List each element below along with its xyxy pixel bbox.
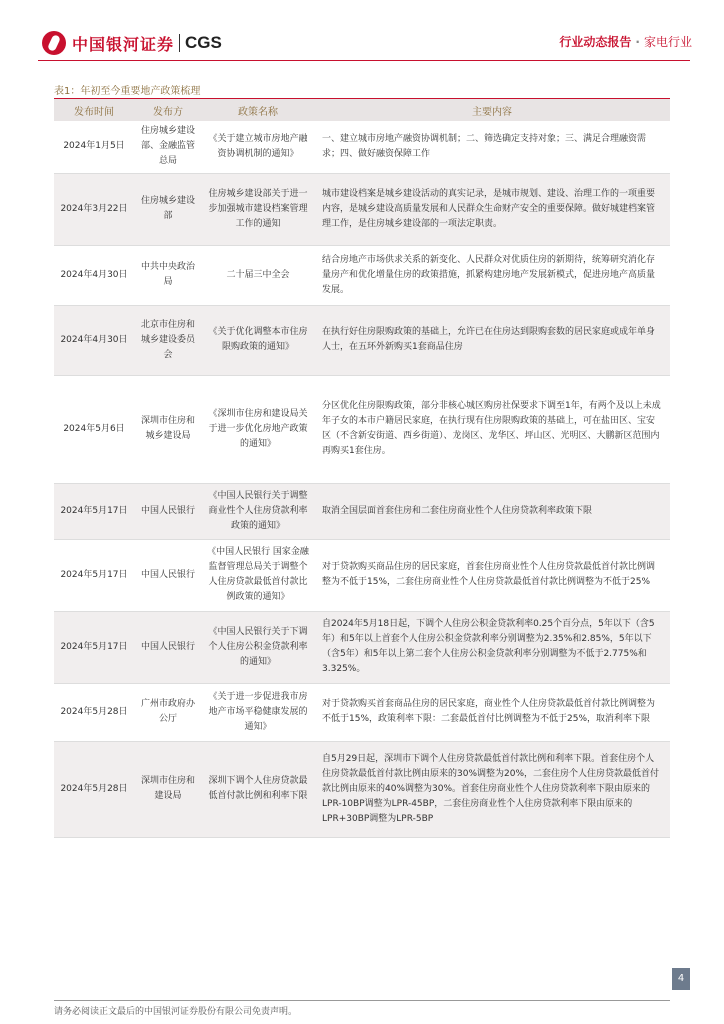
cell-issuer: 中共中央政治局	[134, 245, 202, 305]
cell-issuer: 北京市住房和城乡建设委员会	[134, 305, 202, 375]
cell-content: 对于贷款购买商品住房的居民家庭，首套住房商业性个人住房贷款最低首付款比例调整为不低于15%，二套住房商业性个人住房贷款最低首付款比例调整为不低于25%	[314, 539, 670, 611]
footer-divider	[54, 1000, 670, 1001]
footer-disclaimer: 请务必阅读正文最后的中国银河证券股份有限公司免责声明。	[54, 1007, 298, 1017]
cell-content: 在执行好住房限购政策的基础上，允许已在住房达到限购套数的居民家庭或成年单身人士，在五环外新购买1套商品住房	[314, 305, 670, 375]
logo-chinese-name: 中国银河证券	[72, 34, 175, 54]
table-header-row	[54, 99, 670, 122]
cell-policy: 《中国人民银行 国家金融监督管理总局关于调整个人住房贷款最低首付款比例政策的通知》	[202, 539, 314, 611]
report-type: 行业动态报告	[559, 35, 632, 49]
cell-issuer: 中国人民银行	[134, 611, 202, 683]
policy-table	[54, 98, 670, 838]
cell-policy: 《关于进一步促进我市房地产市场平稳健康发展的通知》	[202, 683, 314, 741]
cell-content: 分区优化住房限购政策，部分非核心城区购房社保要求下调至1年，有两个及以上未成年子女的本市户籍居民家庭，在执行现有住房限购政策的基础上，可在盐田区、宝安区（不含新安街道、西乡街道）、龙岗区、龙华区、坪山区、光明区、大鹏新区范围内再购买1套住房。	[314, 375, 670, 483]
report-sector: 家电行业	[643, 35, 692, 49]
report-label	[559, 33, 692, 50]
cell-policy: 《关于优化调整本市住房限购政策的通知》	[202, 305, 314, 375]
cell-content: 结合房地产市场供求关系的新变化、人民群众对优质住房的新期待，统筹研究消化存量房产和优化增量住房的政策措施，抓紧构建房地产发展新模式，促进房地产高质量发展。	[314, 245, 670, 305]
column-header-content: 主要内容	[314, 99, 670, 122]
table-row	[54, 611, 670, 683]
page-number: 4	[672, 968, 690, 990]
cell-content: 一、建立城市房地产融资协调机制；二、筛选确定支持对象；三、满足合理融资需求；四、做好融资保障工作	[314, 121, 670, 173]
column-header-policy: 政策名称	[202, 99, 314, 122]
cell-date: 2024年5月17日	[54, 611, 134, 683]
cell-policy: 《关于建立城市房地产融资协调机制的通知》	[202, 121, 314, 173]
table-row	[54, 539, 670, 611]
cell-issuer: 深圳市住房和城乡建设局	[134, 375, 202, 483]
cell-date: 2024年5月28日	[54, 683, 134, 741]
cell-policy: 《中国人民银行关于下调个人住房公积金贷款利率的通知》	[202, 611, 314, 683]
cell-date: 2024年1月5日	[54, 121, 134, 173]
table-row	[54, 305, 670, 375]
cell-issuer: 住房城乡建设部、金融监管总局	[134, 121, 202, 173]
cell-date: 2024年4月30日	[54, 305, 134, 375]
cell-policy: 《中国人民银行关于调整商业性个人住房贷款利率政策的通知》	[202, 483, 314, 539]
logo-divider	[179, 34, 180, 52]
cell-issuer: 广州市政府办公厅	[134, 683, 202, 741]
table-row	[54, 741, 670, 837]
logo-mark-icon	[42, 31, 66, 55]
cell-content: 对于贷款购买首套商品住房的居民家庭，商业性个人住房贷款最低首付款比例调整为不低于15%，政策利率下限：二套最低首付比例调整为不低于25%，取消利率下限	[314, 683, 670, 741]
cell-issuer: 中国人民银行	[134, 483, 202, 539]
cell-issuer: 住房城乡建设部	[134, 173, 202, 245]
cell-policy: 深圳下调个人住房贷款最低首付款比例和利率下限	[202, 741, 314, 837]
cell-content: 城市建设档案是城乡建设活动的真实记录，是城市规划、建设、治理工作的一项重要内容，是城乡建设高质量发展和人民群众生命财产安全的重要保障。做好城建档案管理工作，是住房城乡建设部的一项法定职责。	[314, 173, 670, 245]
cell-content: 取消全国层面首套住房和二套住房商业性个人住房贷款利率政策下限	[314, 483, 670, 539]
table-title: 表1：年初至今重要地产政策梳理	[54, 86, 201, 97]
logo-english-name: CGS	[185, 33, 222, 52]
cell-content: 自2024年5月18日起，下调个人住房公积金贷款利率0.25个百分点，5年以下（含5年）和5年以上首套个人住房公积金贷款利率分别调整为2.35%和2.85%，5年以下（含5年）和5年以上第二套个人住房公积金贷款利率分别调整为不低于2.775%和3.325%。	[314, 611, 670, 683]
cell-date: 2024年5月6日	[54, 375, 134, 483]
cell-policy: 《深圳市住房和建设局关于进一步优化房地产政策的通知》	[202, 375, 314, 483]
cell-date: 2024年5月17日	[54, 483, 134, 539]
cell-date: 2024年5月28日	[54, 741, 134, 837]
page-header	[0, 0, 724, 60]
table-row	[54, 375, 670, 483]
cell-issuer: 中国人民银行	[134, 539, 202, 611]
cell-content: 自5月29日起，深圳市下调个人住房贷款最低首付款比例和利率下限。首套住房个人住房贷款最低首付款比例由原来的30%调整为20%，二套住房个人住房贷款最低首付款比例由原来的40%调整为30%。首套住房商业性个人住房贷款利率下限由原来的LPR-10BP调整为LPR-45BP，二套住房商业性个人住房贷款利率下限由原来的LPR+30BP调整为LPR-5BP	[314, 741, 670, 837]
cell-date: 2024年5月17日	[54, 539, 134, 611]
column-header-date: 发布时间	[54, 99, 134, 122]
cell-date: 2024年4月30日	[54, 245, 134, 305]
column-header-issuer: 发布方	[134, 99, 202, 122]
table-row	[54, 683, 670, 741]
company-logo	[42, 30, 242, 56]
header-divider	[38, 60, 690, 61]
table-row	[54, 121, 670, 173]
table-row	[54, 483, 670, 539]
cell-issuer: 深圳市住房和建设局	[134, 741, 202, 837]
table-row	[54, 173, 670, 245]
table-row	[54, 245, 670, 305]
cell-policy: 住房城乡建设部关于进一步加强城市建设档案管理工作的通知	[202, 173, 314, 245]
header-separator: ·	[635, 35, 640, 49]
cell-date: 2024年3月22日	[54, 173, 134, 245]
cell-policy: 二十届三中全会	[202, 245, 314, 305]
